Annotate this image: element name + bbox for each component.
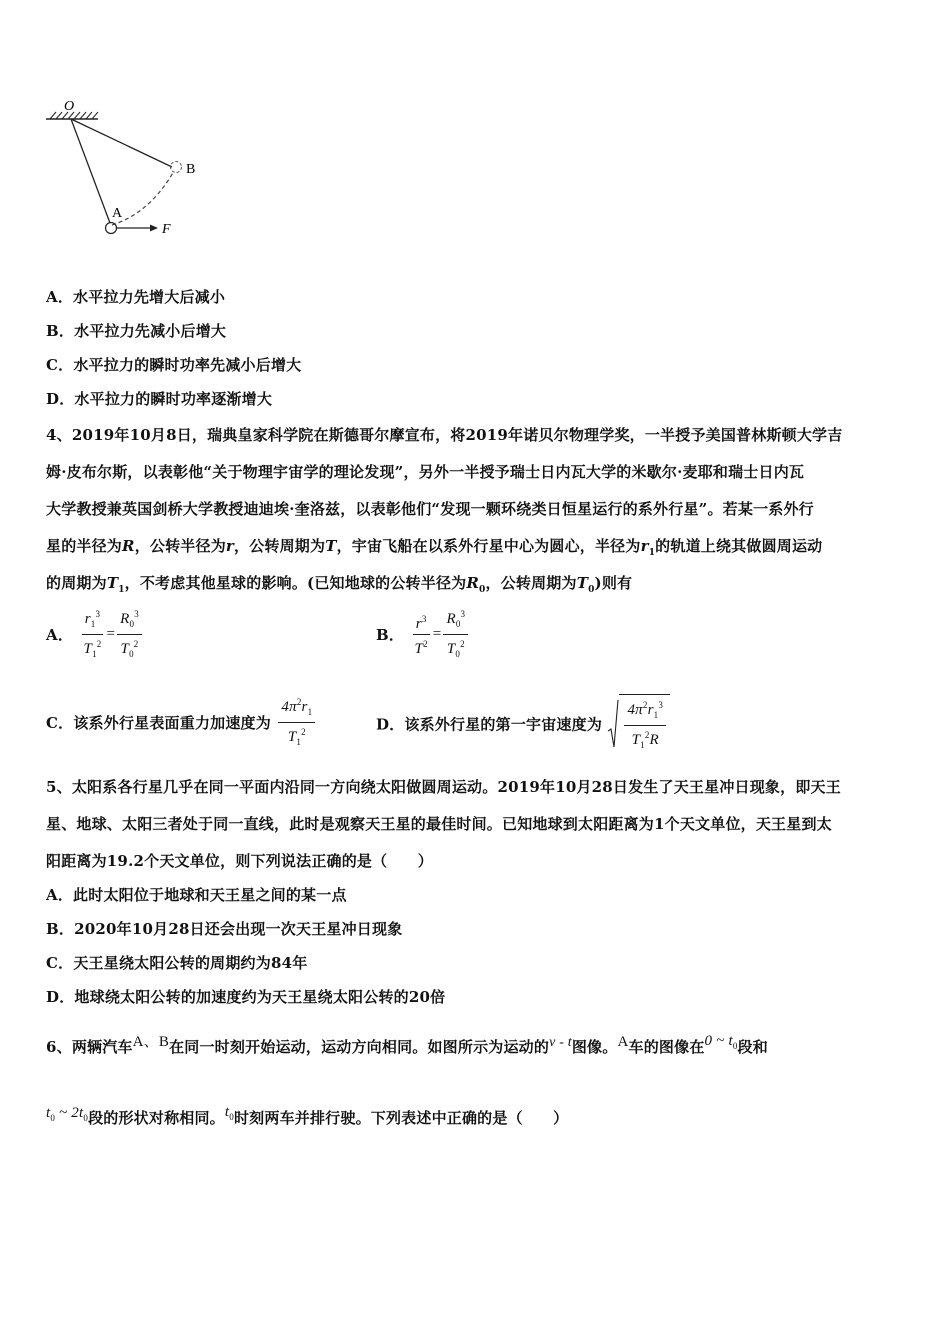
q3-option-d: D．水平拉力的瞬时功率逐渐增大 bbox=[46, 390, 273, 408]
q3-option-a: A．水平拉力先增大后减小 bbox=[46, 288, 226, 306]
q5-line-3: 阳距离为19.2个天文单位，则下列说法正确的是（ ） bbox=[46, 852, 433, 870]
q4-line-2: 姆·皮布尔斯，以表彰他“关于物理宇宙学的理论发现”，另外一半授予瑞士日内瓦大学的米歇尔·麦耶和瑞士日内瓦 bbox=[46, 463, 805, 481]
label-b: B bbox=[186, 162, 196, 177]
q4-option-a: A． $\frac{r_1^3}{T_1^2}$ = $\frac{R_0^3}{T_0^2}$ bbox=[46, 606, 144, 663]
formula-a-right: $\frac{R_0^3}{T_0^2}$ bbox=[117, 606, 142, 663]
q4-line-5: 的周期为$T_1$，不考虑其他星球的影响。(已知地球的公转半径为$R_0$，公转周期为$T_0$)则有 bbox=[46, 574, 633, 595]
formula-c: $\frac{4\pi^2r_1}{T_1^2}$ bbox=[278, 694, 315, 751]
label-o: O bbox=[64, 99, 75, 114]
q5-option-a: A．此时太阳位于地球和天王星之间的某一点 bbox=[46, 886, 347, 904]
q5-line-1: 5、太阳系各行星几乎在同一平面内沿同一方向绕太阳做圆周运动。2019年10月28日发生了天王星冲日现象，即天王 bbox=[46, 778, 841, 796]
q4-option-d: D．该系外行星的第一宇宙速度为 $\frac{4\pi^2r_1^3}{T_1^2R}$ bbox=[376, 694, 670, 754]
q3-option-b: B．水平拉力先减小后增大 bbox=[46, 322, 227, 340]
pendulum-figure bbox=[40, 95, 220, 245]
formula-a-left: $\frac{r_1^3}{T_1^2}$ bbox=[80, 606, 104, 663]
q4-line-4: 星的半径为R，公转半径为r，公转周期为T，宇宙飞船在以系外行星中心为圆心，半径为$r_1$的轨道上绕其做圆周运动 bbox=[46, 537, 823, 558]
q3-option-c: C．水平拉力的瞬时功率先减小后增大 bbox=[46, 356, 302, 374]
formula-d: $\frac{4\pi^2r_1^3}{T_1^2R}$ bbox=[607, 694, 670, 754]
formula-b-right: $\frac{R_0^3}{T_0^2}$ bbox=[443, 606, 468, 663]
q4-option-b: B． $\frac{r^3}{T^2}$ = $\frac{R_0^3}{T_0^2}$ bbox=[376, 606, 470, 663]
ball-a bbox=[106, 223, 117, 234]
q5-option-d: D．地球绕太阳公转的加速度约为天王星绕太阳公转的20倍 bbox=[46, 988, 446, 1006]
label-a: A bbox=[112, 206, 123, 221]
q6-line-2: $t_0$ ~ $2t_0$段的形状对称相同。$t_0$时刻两车并排行驶。下列表述中正确的是（ ） bbox=[46, 1104, 569, 1127]
q4-line-3: 大学教授兼英国剑桥大学教授迪迪埃·奎洛兹，以表彰他们“发现一颗环绕类日恒星运行的系外行星”。若某一系外行 bbox=[46, 500, 814, 518]
q4-option-c: C．该系外行星表面重力加速度为 $\frac{4\pi^2r_1}{T_1^2}$ bbox=[46, 694, 317, 751]
label-f: F bbox=[162, 222, 171, 237]
ball-b bbox=[171, 162, 182, 173]
q5-line-2: 星、地球、太阳三者处于同一直线，此时是观察天王星的最佳时间。已知地球到太阳距离为1个天文单位，天王星到太 bbox=[46, 815, 832, 833]
formula-b-left: $\frac{r^3}{T^2}$ bbox=[412, 611, 431, 658]
q5-option-c: C．天王星绕太阳公转的周期约为84年 bbox=[46, 954, 308, 972]
q4-line-1: 4、2019年10月8日，瑞典皇家科学院在斯德哥尔摩宣布，将2019年诺贝尔物理学奖，一半授予美国普林斯顿大学吉 bbox=[46, 426, 843, 444]
q5-option-b: B．2020年10月28日还会出现一次天王星冲日现象 bbox=[46, 920, 403, 938]
q6-line-1: 6、两辆汽车A、B在同一时刻开始运动，运动方向相同。如图所示为运动的v - t图像。A车的图像在0 ~ $t_0$段和 bbox=[46, 1033, 768, 1056]
